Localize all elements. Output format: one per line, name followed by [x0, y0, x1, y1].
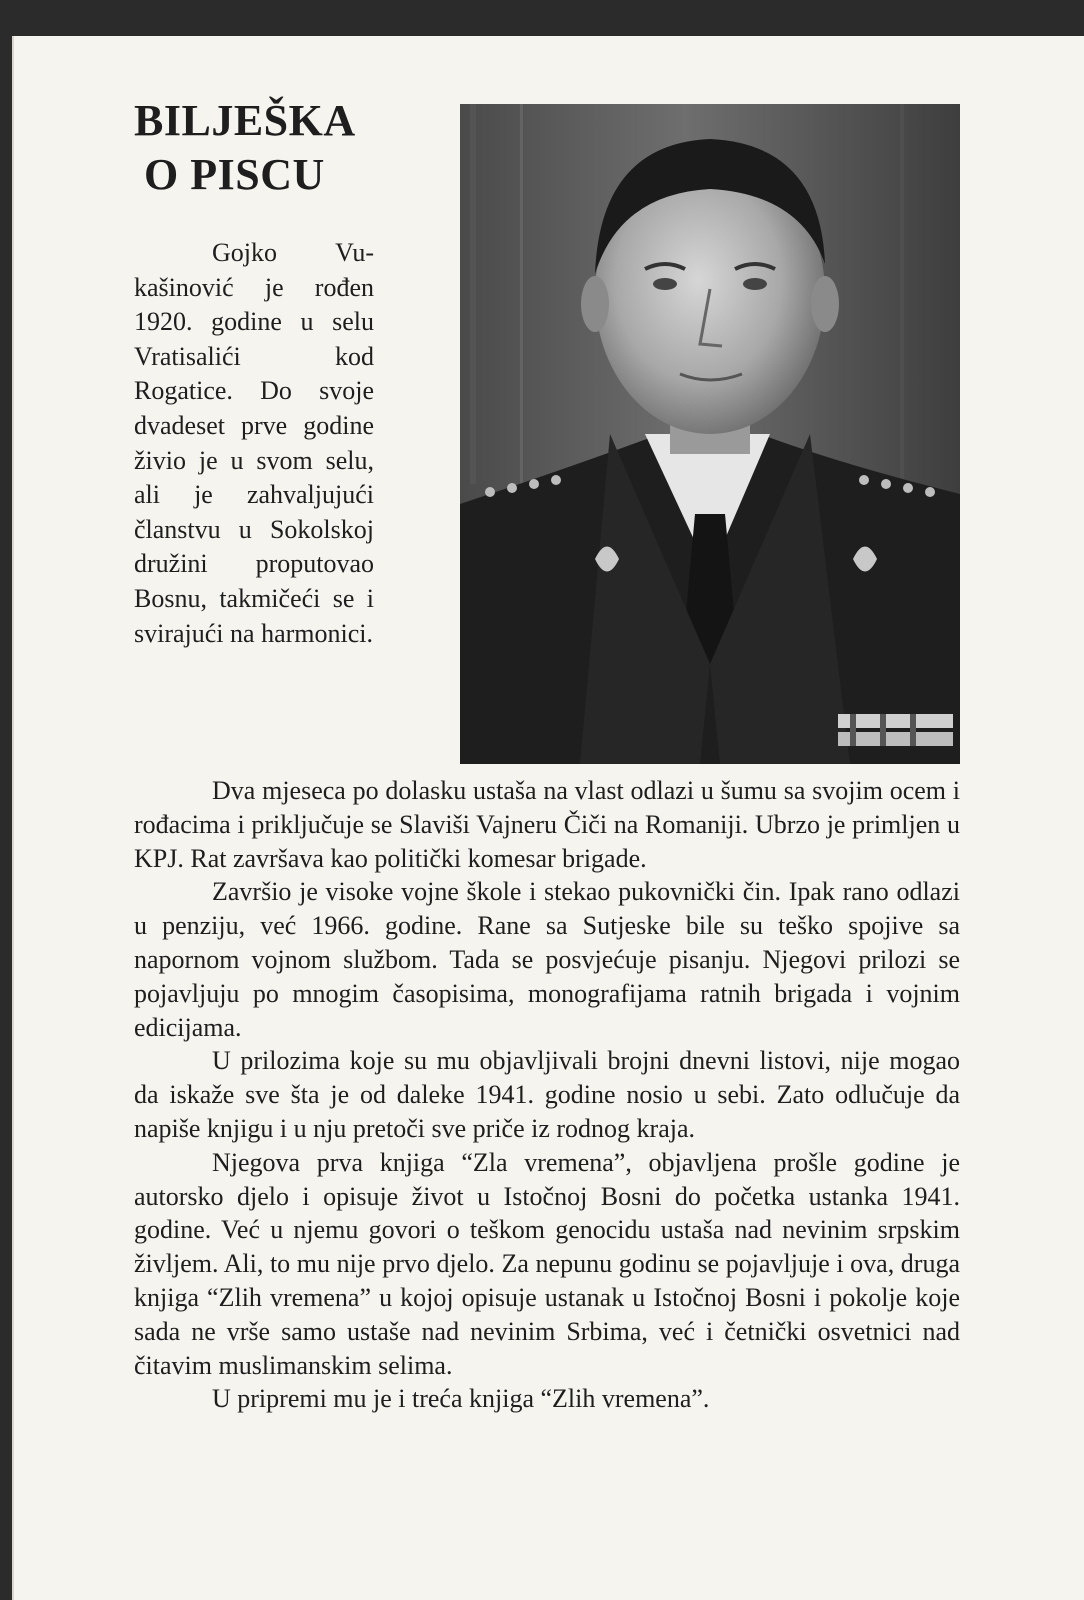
paragraph: Dva mjeseca po dolasku ustaša na vlast odlazi u šumu sa svojim ocem i rođacima i priključuje se Slaviši Vajneru Čiči na Romaniji. Ubrzo je primljen u KPJ. Rat završava kao politički komesar brigade.	[134, 776, 960, 873]
biography-text	[134, 774, 960, 1416]
title-line-1: BILJEŠKA	[134, 96, 356, 145]
paragraph: U prilozima koje su mu objavljivali brojni dnevni listovi, nije mogao da iskaže sve šta je od daleke 1941. godine nosio u sebi. Zato odlučuje da napiše knjigu i u nju pretoči sve priče iz rodnog kraja.	[134, 1046, 960, 1143]
paragraph: Njegova prva knjiga “Zla vremena”, objavljena prošle godine je autorsko djelo i opisuje život u Istočnoj Bosni do početka ustanka 1941. godine. Već u njemu govori o teškom genocidu ustaša nad nevinim srpskim življem. Ali, to mu nije prvo djelo. Za nepunu godinu se pojavljuje i ova, druga knjiga “Zlih vremena” u kojoj opisuje ustanak u Istočnoj Bosni i pokolje koje sada ne vrše samo ustaše nad nevinim Srbima, već i četnički osvetnici nad čitavim muslimanskim selima.	[134, 1147, 960, 1380]
author-portrait-photo	[460, 104, 960, 764]
paragraph: Završio je visoke vojne škole i stekao pukovnički čin. Ipak rano odlazi u penziju, već 1966. godine. Rane sa Sutjeske bile su teško spojive sa napornom vojnom službom. Tada se posvjećuje pisanju. Njegovi prilozi se pojavljuju po mnogim časopisima, monografijama ratnih brigada i vojnim edicijama.	[134, 877, 960, 1042]
paragraph: U pripremi mu je i treća knjiga “Zlih vremena”.	[212, 1384, 710, 1414]
intro-paragraph: Gojko Vukašinović je rođen 1920. godine u selu Vratisalići kod Rogatice. Do svoje dvadeset prve godine živio je u svom selu, ali je zahvaljujući članstvu u Sokolskoj družini proputovao Bosnu, takmičeći se i svirajući na harmonici.	[134, 238, 374, 648]
page-title	[134, 94, 356, 202]
title-line-2: O PISCU	[144, 150, 325, 199]
portrait-illustration	[460, 104, 960, 764]
book-page	[12, 36, 1084, 1600]
